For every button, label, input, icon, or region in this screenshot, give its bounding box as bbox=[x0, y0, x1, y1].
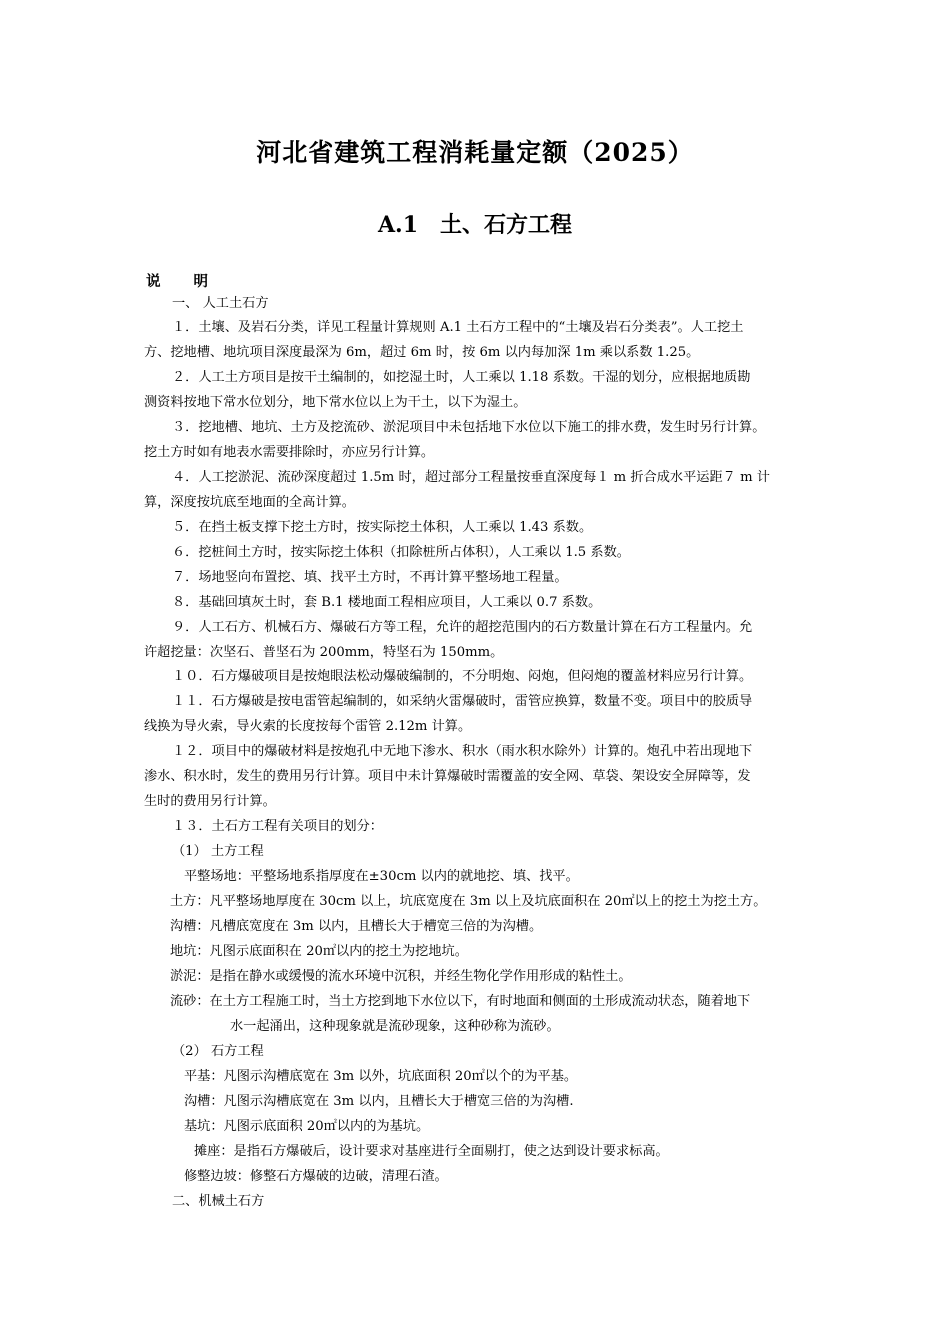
body-line: 平整场地：平整场地系指厚度在±30cm 以内的就地挖、填、找平。 bbox=[184, 869, 579, 884]
body-line: 流砂：在土方工程施工时，当土方挖到地下水位以下，有时地面和侧面的土形成流动状态，随着地下 bbox=[170, 994, 751, 1009]
body-line: 摊座：是指石方爆破后，设计要求对基座进行全面剔打，使之达到设计要求标高。 bbox=[194, 1144, 669, 1159]
body-line: 平基：凡图示沟槽底宽在 3m 以外，坑底面积 20㎡以个的为平基。 bbox=[184, 1069, 578, 1084]
body-line: 线换为导火索，导火索的长度按每个雷管 2.12m 计算。 bbox=[144, 719, 472, 734]
body-line: 基坑：凡图示底面积 20㎡以内的为基坑。 bbox=[184, 1119, 430, 1134]
body-line: １１．石方爆破是按电雷管起编制的，如采纳火雷爆破时，雷管应换算，数量不变。项目中的胶质导 bbox=[172, 694, 753, 709]
body-line: 许超挖量：次坚石、普坚石为 200mm，特坚石为 150mm。 bbox=[144, 645, 504, 660]
body-line: ６．挖桩间土方时，按实际挖土体积（扣除桩所占体积），人工乘以 1.5 系数。 bbox=[172, 545, 630, 560]
body-line: 二、机械土石方 bbox=[172, 1194, 265, 1209]
document-title: 河北省建筑工程消耗量定额（2025） bbox=[256, 138, 694, 167]
body-line: 淤泥：是指在静水或缓慢的流水环境中沉积，并经生物化学作用形成的粘性土。 bbox=[170, 969, 632, 984]
body-line: 算，深度按坑底至地面的全高计算。 bbox=[144, 495, 355, 510]
body-line: 挖土方时如有地表水需要排除时，亦应另行计算。 bbox=[144, 445, 435, 460]
body-line: 沟槽：凡图示沟槽底宽在 3m 以内，且槽长大于槽宽三倍的为沟槽. bbox=[184, 1094, 574, 1109]
body-line: 一、 人工土石方 bbox=[172, 296, 269, 311]
body-line: 渗水、积水时，发生的费用另行计算。项目中未计算爆破时需覆盖的安全网、草袋、架设安全屏障等，发 bbox=[144, 769, 751, 784]
body-line: 修整边坡：修整石方爆破的边破，清理石渣。 bbox=[184, 1169, 448, 1184]
body-line: （2） 石方工程 bbox=[172, 1044, 264, 1059]
body-line: ５．在挡土板支撑下挖土方时，按实际挖土体积，人工乘以 1.43 系数。 bbox=[172, 520, 593, 535]
chapter-title bbox=[0, 208, 950, 239]
body-line: １２．项目中的爆破材料是按炮孔中无地下渗水、积水（雨水积水除外）计算的。炮孔中若出现地下 bbox=[172, 744, 753, 759]
section-heading: 说 明 bbox=[146, 273, 223, 290]
body-line: 土方：凡平整场地厚度在 30cm 以上，坑底宽度在 3m 以上及坑底面积在 20㎡以上的挖土为挖土方。 bbox=[170, 894, 767, 909]
body-line: １０．石方爆破项目是按炮眼法松动爆破编制的，不分明炮、闷炮，但闷炮的覆盖材料应另行计算。 bbox=[172, 669, 753, 684]
body-line: ２．人工土方项目是按干土编制的，如挖湿土时，人工乘以 1.18 系数。干湿的划分，应根据地质勘 bbox=[172, 370, 751, 385]
body-line: 方、挖地槽、地坑项目深度最深为 6m，超过 6m 时，按 6m 以内每加深 1m 乘以系数 1.25。 bbox=[144, 345, 700, 360]
body-line: 沟槽：凡槽底宽度在 3m 以内，且槽长大于槽宽三倍的为沟槽。 bbox=[170, 919, 543, 934]
chapter-number: A.1 bbox=[377, 212, 419, 238]
body-line: ３．挖地槽、地坑、土方及挖流砂、淤泥项目中未包括地下水位以下施工的排水费，发生时另行计算。 bbox=[172, 420, 766, 435]
body-line: ８．基础回填灰土时，套 B.1 楼地面工程相应项目，人工乘以 0.7 系数。 bbox=[172, 595, 602, 610]
body-line: ９．人工石方、机械石方、爆破石方等工程，允许的超挖范围内的石方数量计算在石方工程量内。允 bbox=[172, 620, 753, 635]
body-line: ７．场地竖向布置挖、填、找平土方时，不再计算平整场地工程量。 bbox=[172, 570, 568, 585]
chapter-name: 土、石方工程 bbox=[440, 212, 573, 238]
body-line: 测资料按地下常水位划分，地下常水位以上为干土，以下为湿土。 bbox=[144, 395, 527, 410]
body-line: （1） 土方工程 bbox=[172, 844, 264, 859]
body-line: ４．人工挖淤泥、流砂深度超过 1.5m 时，超过部分工程量按垂直深度每１ m 折合成水平运距７ m 计 bbox=[172, 470, 770, 485]
body-line: １．土壤、及岩石分类，详见工程量计算规则 A.1 土石方工程中的“土壤及岩石分类表”。人工挖土 bbox=[172, 320, 744, 335]
body-line: 水一起涌出，这种现象就是流砂现象，这种砂称为流砂。 bbox=[230, 1019, 560, 1034]
body-line: 地坑：凡图示底面积在 20㎡以内的挖土为挖地坑。 bbox=[170, 944, 468, 959]
body-line: １３．土石方工程有关项目的划分： bbox=[172, 819, 383, 834]
body-line: 生时的费用另行计算。 bbox=[144, 794, 276, 809]
